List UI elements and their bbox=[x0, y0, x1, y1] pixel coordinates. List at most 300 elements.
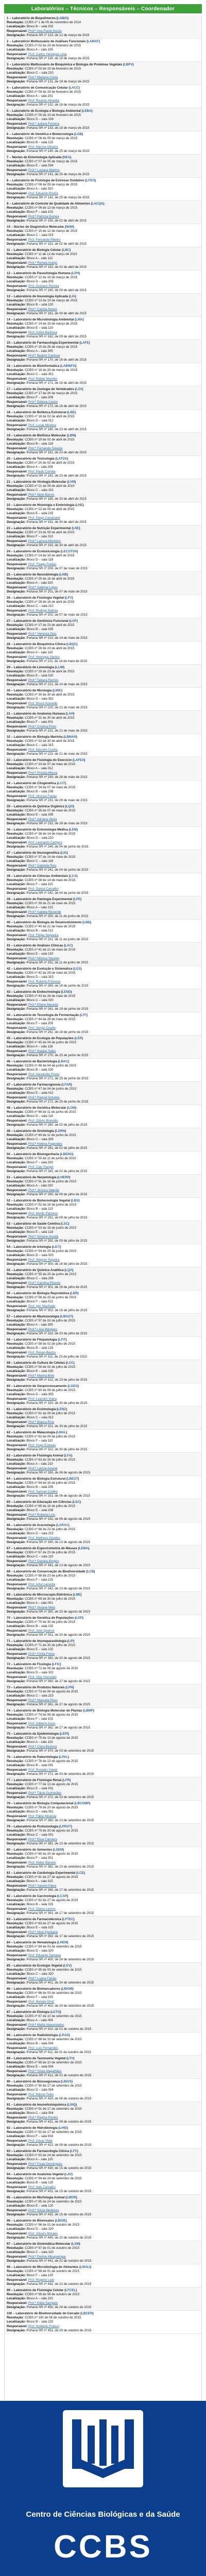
lab-title: 6 – Laboratório de Genética e Biotecnologia (LGB) bbox=[7, 132, 83, 136]
lab-resolution: Resolução: CCBS nº 86 de 03 de setembro de 2015 bbox=[7, 1991, 82, 1995]
lab-title: 62 – Laboratório de Malacologia (LMAL) bbox=[7, 1431, 67, 1434]
lab-name: Laboratório de Ciências Ambientais bbox=[13, 874, 68, 878]
lab-resolution: Resolução: CCBS nº 23 de 09 de abril de 2015 bbox=[7, 531, 75, 535]
lab-name: Laboratório de Anatomia Humana bbox=[13, 712, 65, 716]
lab-designation: Designação: Portaria SR nº 181, de 23 de abril de 2015 bbox=[7, 450, 87, 454]
lab-designation: Designação: Portaria SR nº 172, de 16 de abril de 2015 bbox=[7, 404, 87, 408]
responsible-link[interactable]: Prof. Matheus Guedes bbox=[28, 1536, 60, 1540]
list-item bbox=[5, 526, 201, 549]
list-item bbox=[5, 1615, 201, 1638]
responsible-link[interactable]: Prof.ª Elisa Carneiro bbox=[28, 1837, 57, 1841]
lab-resolution: Resolução: CCBS nº 46 de 04 de junho de 2015 bbox=[7, 1064, 77, 1068]
lab-location: Localização: Bloco D – sala 004 bbox=[7, 2088, 54, 2092]
responsible-link[interactable]: Prof.ª Daniela Borges bbox=[28, 1559, 59, 1563]
lab-name: Laboratório de Fitopatologia bbox=[13, 1338, 57, 1342]
responsible-link[interactable]: Prof.ª Bianca Rios bbox=[28, 1420, 55, 1424]
lab-code: LGP bbox=[76, 1616, 82, 1620]
lab-designation: Designação: Portaria SR nº 202, de 07 de maio de 2015 bbox=[7, 613, 88, 617]
lab-title: 24 – Laboratório de Ecotoxicologia (LECOTOX) bbox=[7, 550, 78, 553]
list-item bbox=[5, 850, 201, 873]
lab-location: Localização: Bloco E – sala 208 bbox=[7, 1509, 54, 1513]
lab-code: LFIC bbox=[53, 1663, 60, 1666]
lab-code: LBD bbox=[83, 921, 90, 924]
lab-resolution: Resolução: CCBS nº 02 de 19 de fevereiro de 2015 bbox=[7, 44, 81, 48]
lab-name: Núcleo de Diagnóstico Molecular bbox=[13, 225, 64, 229]
responsible-link[interactable]: Prof. Sérgio Duarte bbox=[28, 1026, 56, 1030]
list-item bbox=[5, 433, 201, 456]
lab-designation: Designação: Portaria SR nº 292, de 09 de julho de 2015 bbox=[7, 1239, 88, 1243]
lab-name: Laboratório de Micologia bbox=[13, 689, 52, 692]
lab-responsible: Responsável: Prof. Eduardo Rocha bbox=[7, 191, 58, 195]
lab-resolution: Resolução: CCBS nº 29 de 23 de abril de 2015 bbox=[7, 670, 75, 674]
lab-number: 78 bbox=[7, 1802, 10, 1805]
lab-designation: Designação: Portaria SR nº 262, de 18 de junho de 2015 bbox=[7, 1030, 89, 1034]
responsible-link[interactable]: Prof. Bruno Azevedo bbox=[28, 701, 58, 705]
lab-name: Laboratório de Radiobiologia bbox=[13, 2033, 58, 2037]
lab-location: Localização: Bloco B – sala 120 bbox=[7, 2181, 54, 2185]
responsible-link[interactable]: Prof. Carlos Henrique Lima bbox=[28, 52, 67, 56]
lab-code: LETO bbox=[52, 2010, 60, 2014]
lab-designation: Designação: Portaria SR nº 322, de 30 de julho de 2015 bbox=[7, 1447, 88, 1451]
responsible-link[interactable]: Prof. Hugo Esteves bbox=[28, 1443, 56, 1447]
lab-code: LTV bbox=[67, 2057, 74, 2060]
lab-title: 70 – Laboratório de Genética de Populações (LGP) bbox=[7, 1616, 83, 1620]
lab-code: LABINFO bbox=[61, 364, 76, 368]
lab-responsible: Responsável: Prof. Vitor Honorato bbox=[7, 1675, 57, 1679]
lab-responsible: Responsável: Prof.ª Vanessa Dias bbox=[7, 632, 57, 636]
list-item bbox=[5, 1777, 201, 1801]
ufscar-logo-icon bbox=[63, 2410, 143, 2487]
lab-title: 52 – Laboratório de Biotecnologia Vegetal (LBV) bbox=[7, 1199, 80, 1202]
lab-location: Localização: Bloco A – sala 020 bbox=[7, 1184, 53, 1188]
lab-name: Laboratório de Biologia Celular bbox=[13, 248, 61, 252]
responsible-link[interactable]: Prof. Lucas Moreira bbox=[28, 423, 56, 427]
lab-code: LBMP bbox=[84, 1709, 93, 1713]
page-header bbox=[4, 4, 202, 13]
responsible-link[interactable]: Prof. Alexandre Prado bbox=[28, 1072, 60, 1076]
lab-number: 75 bbox=[7, 1732, 10, 1736]
lab-location: Localização: Bloco B – sala 115 bbox=[7, 141, 54, 145]
lab-code: LFAR bbox=[62, 1083, 71, 1087]
lab-name: Laboratório de Epidemiologia bbox=[13, 1732, 59, 1736]
list-item bbox=[5, 1012, 201, 1036]
lab-resolution: Resolução: CCBS nº 28 de 23 de abril de 2015 bbox=[7, 647, 75, 651]
lab-number: 17 bbox=[7, 387, 10, 391]
lab-responsible: Responsável: Prof.ª Cíntia Freire bbox=[7, 1652, 55, 1656]
responsible-link[interactable]: Prof. Márcio Teles bbox=[28, 2092, 54, 2096]
responsible-link[interactable]: Prof. Vinícius Farias bbox=[28, 794, 57, 798]
responsible-link[interactable]: Prof.ª Simone Arruda bbox=[28, 1234, 58, 1239]
responsible-link[interactable]: Prof.ª Clara Bezerra bbox=[28, 1744, 57, 1749]
responsible-link[interactable]: Prof. Otávio Lemos bbox=[28, 1907, 56, 1911]
responsible-link[interactable]: Prof.ª Camila Nunes bbox=[28, 307, 57, 311]
responsible-link[interactable]: Prof. Norberto Franco bbox=[28, 2324, 59, 2328]
lab-code: LBIOS bbox=[61, 2080, 72, 2083]
lab-number: 24 bbox=[7, 550, 10, 553]
responsible-link[interactable]: Prof.ª Manuela Pires bbox=[28, 1698, 58, 1702]
responsible-link[interactable]: Prof. Gustavo Pereira bbox=[28, 284, 59, 288]
responsible-link[interactable]: Prof. Ítalo Carvalho bbox=[28, 2185, 56, 2189]
lab-title: 56 – Laboratório de Biologia Reprodutiva (LBR) bbox=[7, 1292, 79, 1295]
lab-code: LAFE bbox=[80, 341, 89, 345]
lab-name: Laboratório de Microbiologia Ambiental bbox=[13, 318, 74, 321]
list-item bbox=[5, 549, 201, 572]
lab-resolution: Resolução: CCBS nº 27 de 23 de abril de 2015 bbox=[7, 623, 75, 628]
lab-code: LPE bbox=[74, 897, 81, 901]
responsible-link[interactable]: Prof. Artur Lacerda bbox=[28, 1582, 55, 1586]
lab-designation: Designação: Portaria SR nº 282, de 02 de julho de 2015 bbox=[7, 1169, 88, 1173]
responsible-link[interactable]: Prof. Vitor Honorato bbox=[28, 1675, 57, 1679]
lab-number: 71 bbox=[7, 1639, 10, 1643]
lab-location: Localização: Bloco D – sala 305 bbox=[7, 1393, 54, 1397]
responsible-link[interactable]: Prof.ª Adriana Vieira bbox=[28, 817, 57, 821]
responsible-link[interactable]: Prof.ª Marina Brito bbox=[28, 1374, 55, 1378]
lab-title: 86 – Laboratório de Biomarcadores (LBIOM) bbox=[7, 1987, 74, 1991]
laboratory-list bbox=[4, 15, 202, 2401]
lab-location: Localização: Bloco E – sala 305 bbox=[7, 813, 54, 817]
responsible-link[interactable]: Prof. Gilberto Assis bbox=[28, 1721, 56, 1725]
responsible-link[interactable]: Prof. Rafael Mendes bbox=[28, 377, 58, 381]
lab-code: LBIOM bbox=[62, 1987, 73, 1991]
responsible-link[interactable]: Prof. Marcos Oliveira bbox=[28, 145, 58, 149]
lab-location: Localização: Bloco E – sala 315 bbox=[7, 1926, 54, 1930]
responsible-link[interactable]: Prof.ª Letícia Amaral bbox=[28, 1466, 58, 1470]
responsible-link[interactable]: Prof.ª Mônica Tavares bbox=[28, 956, 60, 960]
responsible-link[interactable]: Prof.ª Natália Sales bbox=[28, 1049, 56, 1053]
lab-designation: Designação: Portaria SR nº 242, de 04 de junho de 2015 bbox=[7, 891, 89, 895]
footer-banner bbox=[0, 2401, 206, 2576]
responsible-link[interactable]: Prof.ª Raquel Antunes bbox=[28, 1095, 60, 1099]
responsible-link[interactable]: Prof.ª Alice Quintana bbox=[28, 1930, 58, 1934]
center-acronym: CCBS bbox=[54, 2529, 152, 2565]
lab-name: Laboratório de Ornitologia bbox=[13, 1129, 54, 1133]
lab-number: 60 bbox=[7, 1384, 10, 1388]
lab-title: 93 – Laboratório de Farmacologia Clínica (LFC) bbox=[7, 2149, 78, 2153]
responsible-link[interactable]: Prof. Ricardo Almeida bbox=[28, 98, 59, 103]
lab-name: Laboratório de Herpetologia bbox=[13, 1176, 57, 1179]
responsible-link[interactable]: Prof. Otávio Brandão bbox=[28, 1118, 58, 1123]
lab-designation: Designação: Portaria SR nº 142, de 25 de março de 2015 bbox=[7, 195, 90, 199]
list-item bbox=[5, 1406, 201, 1430]
lab-number: 95 bbox=[7, 2196, 10, 2199]
responsible-link[interactable]: Prof.ª Roberta Lins bbox=[28, 1513, 56, 1517]
responsible-link[interactable]: Prof.ª Marta Vasconcelos bbox=[28, 2023, 64, 2027]
lab-location: Localização: Bloco E – sala 215 bbox=[7, 512, 54, 516]
list-item bbox=[5, 2125, 201, 2148]
list-item bbox=[5, 1244, 201, 1267]
responsible-link[interactable]: Prof.ª Débora Castro bbox=[28, 400, 58, 404]
lab-code: LGEO bbox=[68, 1384, 78, 1388]
list-item bbox=[5, 1453, 201, 1476]
responsible-link[interactable]: Prof.ª Lívia Marques bbox=[28, 1327, 57, 1331]
responsible-link[interactable]: Prof. Fernando Ribeiro bbox=[28, 238, 61, 242]
responsible-link[interactable]: Prof.ª Sabrina Lopes bbox=[28, 585, 58, 589]
responsible-link[interactable]: Prof. Rodrigo Batista bbox=[28, 608, 58, 613]
lab-number: 11 bbox=[7, 248, 10, 252]
responsible-link[interactable]: Prof. Felipe Nogueira bbox=[28, 933, 59, 937]
lab-title: 4 – Laboratório de Comunicação Celular (LACC) bbox=[7, 86, 80, 90]
lab-resolution: Resolução: CCBS nº 36 de 14 de maio de 2015 bbox=[7, 832, 76, 836]
lab-location: Localização: Bloco A – sala 105 bbox=[7, 48, 53, 52]
lab-responsible: Responsável: Prof.ª Larissa Monteiro bbox=[7, 539, 61, 543]
lab-title: 53 – Laboratório de Saúde Coletiva (LSC) bbox=[7, 1222, 70, 1226]
responsible-link[interactable]: Prof.ª Vanessa Dias bbox=[28, 632, 57, 636]
responsible-link[interactable]: Prof.ª Carolina Peixoto bbox=[28, 1281, 61, 1285]
lab-number: 48 bbox=[7, 1106, 10, 1110]
responsible-link[interactable]: Prof.ª Viviane Melo bbox=[28, 1605, 56, 1609]
lab-resolution: Resolução: CCBS nº 70 de 30 de julho de 2015 bbox=[7, 1620, 75, 1624]
lab-location: Localização: Bloco A – sala 215 bbox=[7, 906, 53, 910]
lab-number: 42 bbox=[7, 967, 10, 971]
lab-number: 16 bbox=[7, 364, 10, 368]
lab-resolution: Resolução: CCBS nº 88 de 10 de setembro de 2015 bbox=[7, 2038, 82, 2042]
lab-code: LEC bbox=[73, 1500, 80, 1504]
lab-location: Localização: Bloco F – sala 208 bbox=[7, 396, 54, 400]
lab-responsible: Responsável: Prof.ª Regina Pontes bbox=[7, 2115, 58, 2120]
responsible-link[interactable]: Prof.ª Mariana Costa bbox=[28, 75, 58, 79]
lab-designation: Designação: Portaria SR nº 401, de 24 de setembro de 2015 bbox=[7, 1980, 94, 1985]
lab-name: Laboratório de Ecologia e Biologia Ambiental bbox=[12, 109, 81, 113]
responsible-link[interactable]: Prof. Thiago Freitas bbox=[28, 562, 57, 566]
list-item bbox=[5, 1128, 201, 1151]
responsible-link[interactable]: Prof. Renan Bastos bbox=[28, 1350, 56, 1354]
lab-code: LEV bbox=[64, 1964, 71, 1968]
lab-designation: Designação: Portaria SR nº 350, de 20 de agosto de 2015 bbox=[7, 1609, 90, 1614]
responsible-link[interactable]: Prof.ª Tatiana Ramos bbox=[28, 678, 59, 682]
responsible-link[interactable]: Prof.ª Isabela Rezende bbox=[28, 910, 61, 914]
responsible-link[interactable]: Prof.ª Beatriz Cardoso bbox=[28, 353, 60, 358]
responsible-link[interactable]: Prof. Júlio Queiroz bbox=[28, 1629, 55, 1633]
lab-number: 55 bbox=[7, 1268, 10, 1272]
lab-code: LARAC bbox=[57, 1523, 68, 1527]
lab-name: Laboratório de Genética e Biotecnologia bbox=[12, 132, 74, 136]
responsible-link[interactable]: Prof. Wagner Siqueira bbox=[28, 1258, 60, 1262]
lab-number: 52 bbox=[7, 1199, 10, 1202]
lab-number: 70 bbox=[7, 1616, 10, 1620]
lab-code: LQA bbox=[65, 1268, 73, 1272]
responsible-link[interactable]: Prof. Heitor Barreto bbox=[28, 1860, 56, 1865]
responsible-link[interactable]: Prof.ª Sônia Magalhães bbox=[28, 2069, 62, 2073]
lab-code: LQO bbox=[66, 805, 73, 808]
list-item bbox=[5, 1036, 201, 1059]
responsible-link[interactable]: Prof.ª Kátia Sampaio bbox=[28, 2301, 58, 2305]
lab-responsible: Responsável: Prof. Renato Diniz bbox=[7, 1999, 55, 2004]
lab-designation: Designação: Portaria SR nº 301, de 16 de julho de 2015 bbox=[7, 1285, 88, 1289]
lab-title: 71 – Laboratório de Imunoparasitologia (LIP) bbox=[7, 1639, 75, 1643]
lab-title: 95 – Laboratório de Morfologia Animal (LMOR) bbox=[7, 2196, 77, 2199]
lab-responsible: Responsável: Prof.ª Helena Fagundes bbox=[7, 1142, 62, 1146]
responsible-link[interactable]: Prof. Caio Rangel bbox=[28, 1165, 54, 1169]
lab-location: Localização: Bloco F – sala 102 bbox=[7, 210, 54, 214]
lab-title: 94 – Laboratório de Anatomia Vegetal (LAV) bbox=[7, 2173, 73, 2176]
responsible-link[interactable]: Prof. Ronaldo Xavier bbox=[28, 1768, 58, 1772]
responsible-link[interactable]: Prof.ª Eliane Macedo bbox=[28, 1003, 58, 1007]
lab-title: 18 – Laboratório de Botânica Estrutural (LBE) bbox=[7, 411, 76, 414]
responsible-link[interactable]: Prof.ª Cíntia Freire bbox=[28, 1652, 55, 1656]
lab-designation: Designação: Portaria SR nº 312, de 23 de julho de 2015 bbox=[7, 1378, 88, 1382]
lab-location: Localização: Bloco F – sala 115 bbox=[7, 883, 53, 887]
lab-responsible: Responsável: Prof.ª Letícia Amaral bbox=[7, 1466, 58, 1470]
responsible-link[interactable]: Prof. Samuel Coelho bbox=[28, 1489, 58, 1494]
responsible-link[interactable]: Prof. Murilo Pacheco bbox=[28, 1211, 58, 1215]
responsible-link[interactable]: Prof.ª Juliana Ferreira bbox=[28, 122, 60, 126]
lab-name: Laboratório de Conservação da Biodiversidade bbox=[13, 1570, 85, 1573]
lab-number: 6 bbox=[7, 132, 9, 136]
lab-name: Laboratório de Microbiologia de Alimentos bbox=[13, 2265, 79, 2269]
lab-resolution: Resolução: CCBS nº 95 de 24 de setembro de 2015 bbox=[7, 2200, 82, 2204]
lab-name: Laboratório de Neurobiologia bbox=[13, 573, 59, 577]
lab-responsible: Responsável: Prof.ª Ana Paula Souza bbox=[7, 29, 62, 33]
responsible-link[interactable]: Prof. Igor Machado bbox=[28, 1304, 56, 1308]
lab-number: 31 bbox=[7, 712, 10, 716]
lab-number: 88 bbox=[7, 2033, 10, 2037]
lab-code: LECOTOX bbox=[61, 550, 77, 553]
lab-resolution: Resolução: CCBS nº 50 de 11 de junho de 2015 bbox=[7, 1157, 76, 1161]
responsible-link[interactable]: Prof.ª Paula Domingues bbox=[28, 2162, 62, 2166]
lab-designation: Designação: Portaria SR nº 260, de 18 de junho de 2015 bbox=[7, 984, 89, 988]
lab-code: LBEST bbox=[67, 1477, 78, 1481]
lab-responsible: Responsável: Prof. Gilberto Assis bbox=[7, 1721, 56, 1725]
lab-code: LBIOE bbox=[56, 2219, 66, 2223]
lab-code: LRAD bbox=[60, 2033, 69, 2037]
responsible-link[interactable]: Prof.ª Jéssica Valente bbox=[28, 1188, 59, 1192]
lab-location: Localização: Bloco E – sala 320 bbox=[7, 1369, 54, 1374]
lab-title: 46 – Laboratório de Bacteriologia (LBAC) bbox=[7, 1060, 70, 1063]
responsible-link[interactable]: Prof.ª Luciana Martins bbox=[28, 168, 60, 172]
responsible-link[interactable]: Prof. Leandro Viana bbox=[28, 1397, 57, 1401]
responsible-link[interactable]: Prof.ª Aline Barros bbox=[28, 493, 55, 497]
lab-location: Localização: Bloco C – sala 120 bbox=[7, 2250, 54, 2255]
lab-responsible: Responsável: Prof.ª Simone Arruda bbox=[7, 1234, 58, 1239]
list-item bbox=[5, 1082, 201, 1105]
lab-resolution: Resolução: CCBS nº 73 de 06 de agosto de 2015 bbox=[7, 1690, 78, 1694]
lab-resolution: Resolução: CCBS nº 40 de 21 de maio de 2015 bbox=[7, 925, 76, 929]
responsible-link[interactable]: Prof. Marcelo Cunha bbox=[28, 748, 58, 752]
list-item bbox=[5, 595, 201, 618]
responsible-link[interactable]: Prof. Renato Diniz bbox=[28, 1999, 55, 2004]
responsible-link[interactable]: Prof. Eduardo Rocha bbox=[28, 191, 58, 195]
responsible-link[interactable]: Prof. Diego Cavalcanti bbox=[28, 516, 60, 520]
lab-responsible: Responsável: Prof. Igor Machado bbox=[7, 1304, 56, 1308]
lab-designation: Designação: Portaria SR nº 340, de 13 de agosto de 2015 bbox=[7, 1540, 90, 1544]
lab-responsible: Responsável: Prof.ª Sílvia Medeiros bbox=[7, 2208, 59, 2212]
lab-number: 56 bbox=[7, 1292, 10, 1295]
responsible-link[interactable]: Prof. Ulisses Moraes bbox=[28, 2231, 58, 2235]
lab-responsible: Responsável: Prof.ª Beatriz Cardoso bbox=[7, 353, 60, 358]
responsible-link[interactable]: Prof.ª Luana Falcão bbox=[28, 1976, 57, 1980]
list-item bbox=[5, 572, 201, 595]
responsible-link[interactable]: Prof.ª Sílvia Medeiros bbox=[28, 2208, 59, 2212]
lab-number: 36 bbox=[7, 828, 10, 832]
lab-name: Laboratório de Imunoparasitologia bbox=[13, 1639, 66, 1643]
lab-title: 61 – Laboratório de Enzimologia (LENZ) bbox=[7, 1408, 67, 1411]
responsible-link[interactable]: Prof. Luís Fernandes bbox=[28, 2046, 58, 2050]
lab-number: 29 bbox=[7, 666, 10, 669]
responsible-link[interactable]: Prof. Roberto Fonseca bbox=[28, 979, 61, 984]
responsible-link[interactable]: Prof. Henrique Santos bbox=[28, 655, 60, 659]
responsible-link[interactable]: Prof.ª Gabriela Reis bbox=[28, 863, 57, 868]
lab-resolution: Resolução: CCBS nº 16 de 26 de março de 2015 bbox=[7, 368, 78, 372]
list-item bbox=[5, 2009, 201, 2032]
lab-location: Localização: Bloco C – sala 305 bbox=[7, 1138, 54, 1142]
responsible-link[interactable]: Prof.ª Yasmin Paiva bbox=[28, 1884, 57, 1888]
lab-designation: Designação: Portaria SR nº 310, de 23 de julho de 2015 bbox=[7, 1331, 88, 1335]
lab-responsible: Responsável: Prof. Wagner Siqueira bbox=[7, 1258, 60, 1262]
responsible-link[interactable]: Prof.ª Larissa Monteiro bbox=[28, 539, 61, 543]
lab-location: Localização: Bloco E – sala 020 bbox=[7, 674, 54, 678]
lab-title: 100 – Laboratório de Biodiversidade do Cerrado (LBCER) bbox=[7, 2312, 94, 2315]
lab-designation: Designação: Portaria SR nº 410, de 01 de outubro de 2015 bbox=[7, 2027, 92, 2031]
lab-name: Laboratório de Química Analítica bbox=[13, 1268, 64, 1272]
lab-location: Localização: Bloco E – sala 102 bbox=[7, 1648, 54, 1652]
responsible-link[interactable]: Prof. Daniel Carvalho bbox=[28, 887, 59, 891]
responsible-link[interactable]: Prof. Leonardo Campos bbox=[28, 840, 62, 844]
lab-location: Localização: Bloco C – sala 012 bbox=[7, 1416, 54, 1420]
list-item bbox=[5, 270, 201, 294]
responsible-link[interactable]: Prof.ª Patrícia Gomes bbox=[28, 214, 59, 218]
lab-designation: Designação: Portaria SR nº 450, de 29 de outubro de 2015 bbox=[7, 2305, 92, 2309]
responsible-link[interactable]: Prof.ª Renata Araújo bbox=[28, 261, 58, 265]
lab-code: LHID bbox=[59, 2126, 67, 2130]
lab-name: Laboratório de Farmacognosia bbox=[13, 1083, 61, 1087]
lab-designation: Designação: Portaria SR nº 330, de 06 de agosto de 2015 bbox=[7, 1470, 90, 1475]
lab-number: 15 bbox=[7, 341, 10, 345]
lab-name: Laboratório de Mastozoologia bbox=[13, 1315, 59, 1318]
lab-name: Laboratório de Biologia Marinha bbox=[13, 735, 63, 739]
lab-responsible: Responsável: Prof. Bruno Azevedo bbox=[7, 701, 58, 705]
lab-resolution: Resolução: CCBS nº 61 de 09 de julho de 2015 bbox=[7, 1412, 75, 1416]
lab-location: Localização: Bloco C – sala 118 bbox=[7, 859, 54, 863]
lab-title: 84 – Laboratório de Hematologia (LHEM) bbox=[7, 1941, 68, 1944]
responsible-link[interactable]: Prof. Fábio Miranda bbox=[28, 1814, 57, 1818]
list-item bbox=[5, 1824, 201, 1847]
responsible-link[interactable]: Prof.ª Fernanda Teixeira bbox=[28, 446, 63, 450]
lab-code: LMALI bbox=[80, 2265, 91, 2269]
responsible-link[interactable]: Prof. Rogério Leal bbox=[28, 2278, 54, 2282]
list-item bbox=[5, 1337, 201, 1360]
responsible-link[interactable]: Prof. Eduardo Santana bbox=[28, 1953, 61, 1957]
responsible-link[interactable]: Prof.ª Cristina Pinto bbox=[28, 724, 56, 728]
lab-resolution: Resolução: CCBS nº 82 de 27 de agosto de 2015 bbox=[7, 1899, 78, 1903]
responsible-link[interactable]: Prof.ª Regina Pontes bbox=[28, 2115, 58, 2120]
lab-location: Localização: Bloco D – sala 012 bbox=[7, 419, 54, 423]
responsible-link[interactable]: Prof.ª Ana Paula Souza bbox=[28, 29, 62, 33]
lab-code: LIP bbox=[68, 1639, 74, 1643]
lab-number: 64 bbox=[7, 1477, 10, 1481]
lab-name: Laboratório de Parasitologia Humana bbox=[13, 272, 71, 275]
lab-title: 29 – Laboratório de Limnologia (LLIM) bbox=[7, 666, 65, 669]
lab-code: LIG bbox=[61, 851, 67, 855]
list-item bbox=[5, 1685, 201, 1708]
responsible-link[interactable]: Prof. César Vidal bbox=[28, 2139, 53, 2143]
list-item bbox=[5, 873, 201, 896]
lab-title: 10 – Núcleo de Diagnóstico Molecular (NDM) bbox=[7, 225, 75, 229]
lab-responsible: Responsável: Prof.ª Sônia Magalhães bbox=[7, 2069, 62, 2073]
lab-number: 23 bbox=[7, 527, 10, 530]
responsible-link[interactable]: Prof.ª Denise Albuquerque bbox=[28, 2255, 66, 2259]
list-item bbox=[5, 1151, 201, 1175]
responsible-link[interactable]: Prof. Paulo Correia bbox=[28, 469, 56, 473]
lab-code: LSM bbox=[72, 2242, 79, 2246]
list-item bbox=[5, 641, 201, 665]
lab-name: Laboratório de Biopolímeros bbox=[12, 16, 56, 20]
responsible-link[interactable]: Prof.ª Priscila Moura bbox=[28, 771, 58, 775]
responsible-link[interactable]: Prof. André Barbosa bbox=[28, 330, 57, 334]
responsible-link[interactable]: Prof.ª Helena Fagundes bbox=[28, 1142, 62, 1146]
lab-location: Localização: Bloco B – sala 305 bbox=[7, 1485, 54, 1489]
responsible-link[interactable]: Prof.ª Tânia Guimarães bbox=[28, 1791, 62, 1795]
lab-number: 37 bbox=[7, 851, 10, 855]
